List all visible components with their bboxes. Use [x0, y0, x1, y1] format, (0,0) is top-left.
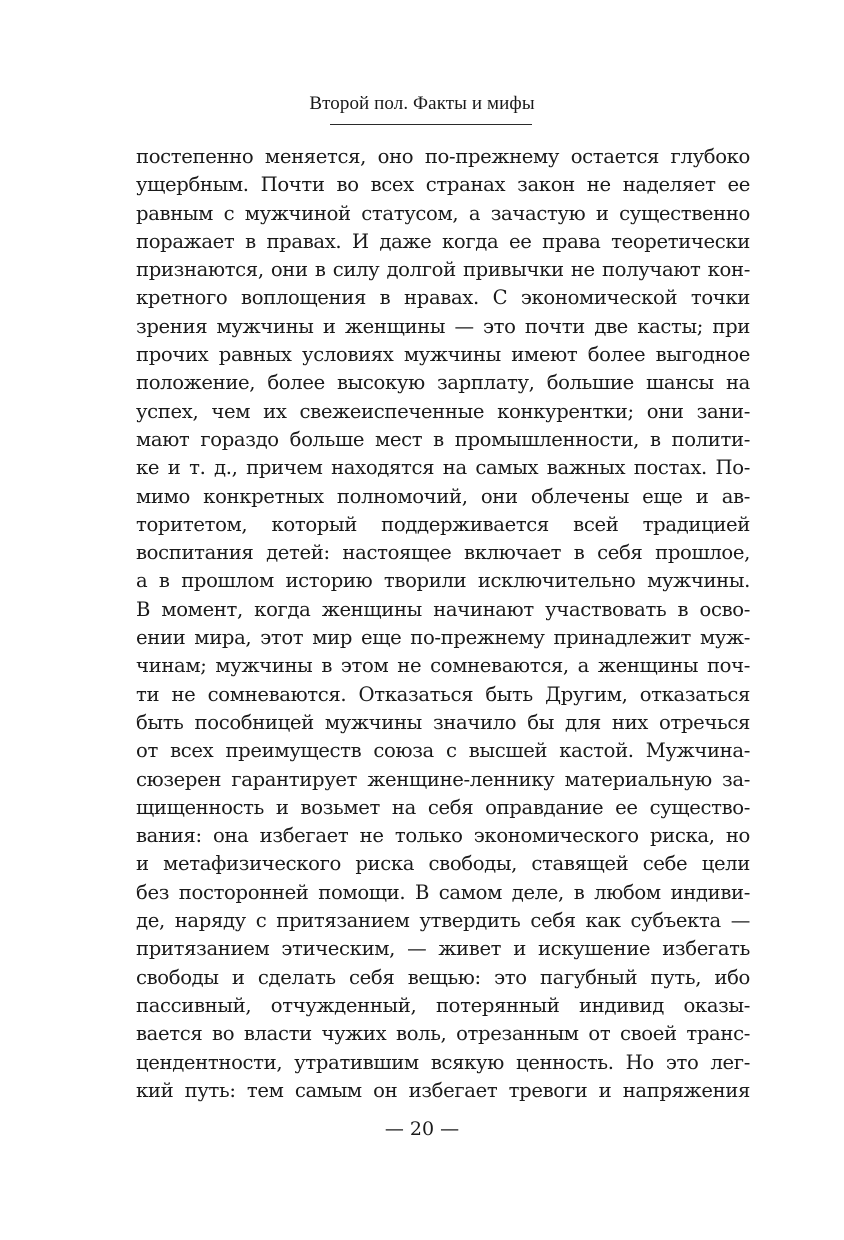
text-line: притязанием этическим, — живет и искушение избегать [136, 937, 750, 961]
text-line: торитетом, который поддерживается всей традицией [136, 512, 750, 536]
text-line: ке и т. д., причем находятся на самых важных постах. По- [136, 456, 750, 480]
header-rule [330, 124, 532, 125]
text-line: положение, более высокую зарплату, большие шансы на [136, 371, 750, 395]
text-line: сюзерен гарантирует женщине-леннику материальную за- [136, 767, 750, 791]
text-line: ении мира, этот мир еще по-прежнему принадлежит муж- [136, 626, 750, 650]
text-line: и метафизического риска свободы, ставящей себе цели [136, 852, 750, 876]
body-text [136, 143, 750, 1105]
text-line: мимо конкретных полномочий, они облечены еще и ав- [136, 484, 750, 508]
text-line: воспитания детей: настоящее включает в себя прошлое, [136, 541, 750, 565]
text-line: чинам; мужчины в этом не сомневаются, а женщины поч- [136, 654, 750, 678]
text-line: равным с мужчиной статусом, а зачастую и существенно [136, 201, 750, 225]
text-line: мают гораздо больше мест в промышленности, в полити- [136, 427, 750, 451]
text-line: де, наряду с притязанием утвердить себя как субъекта — [136, 909, 750, 933]
text-line: поражает в правах. И даже когда ее права теоретически [136, 229, 750, 253]
text-line: постепенно меняется, оно по-прежнему остается глубоко [136, 145, 750, 168]
text-line: а в прошлом историю творили исключительно мужчины. [136, 569, 750, 593]
page-number: — 20 — [384, 1118, 460, 1140]
text-line: от всех преимуществ союза с высшей кастой. Мужчина- [136, 739, 750, 763]
text-line: кий путь: тем самым он избегает тревоги и напряжения [136, 1078, 750, 1102]
text-line: вается во власти чужих воль, отрезанным от своей транс- [136, 1022, 750, 1046]
text-line: свободы и сделать себя вещью: это пагубный путь, ибо [136, 965, 750, 989]
text-line: пассивный, отчужденный, потерянный индивид оказы- [136, 993, 750, 1017]
text-line: успех, чем их свежеиспеченные конкурентки; они зани- [136, 399, 750, 423]
text-line: быть пособницей мужчины значило бы для них отречься [136, 710, 750, 734]
text-line: ти не сомневаются. Отказаться быть Другим, отказаться [136, 682, 750, 706]
text-line: вания: она избегает не только экономического риска, но [136, 824, 750, 848]
text-line: без посторонней помощи. В самом деле, в любом индиви- [136, 880, 750, 904]
text-line: прочих равных условиях мужчины имеют более выгодное [136, 343, 750, 367]
text-line: цендентности, утратившим всякую ценность. Но это лег- [136, 1050, 750, 1074]
text-line: признаются, они в силу долгой привычки не получают кон- [136, 258, 750, 282]
text-line: зрения мужчины и женщины — это почти две касты; при [136, 314, 750, 338]
text-line: В момент, когда женщины начинают участвовать в осво- [136, 597, 750, 621]
running-header: Второй пол. Факты и мифы [309, 93, 535, 114]
text-line: ущербным. Почти во всех странах закон не наделяет ее [136, 173, 750, 197]
text-line: щищенность и возьмет на себя оправдание ее существо- [136, 795, 750, 819]
text-line: кретного воплощения в нравах. С экономической точки [136, 286, 750, 310]
